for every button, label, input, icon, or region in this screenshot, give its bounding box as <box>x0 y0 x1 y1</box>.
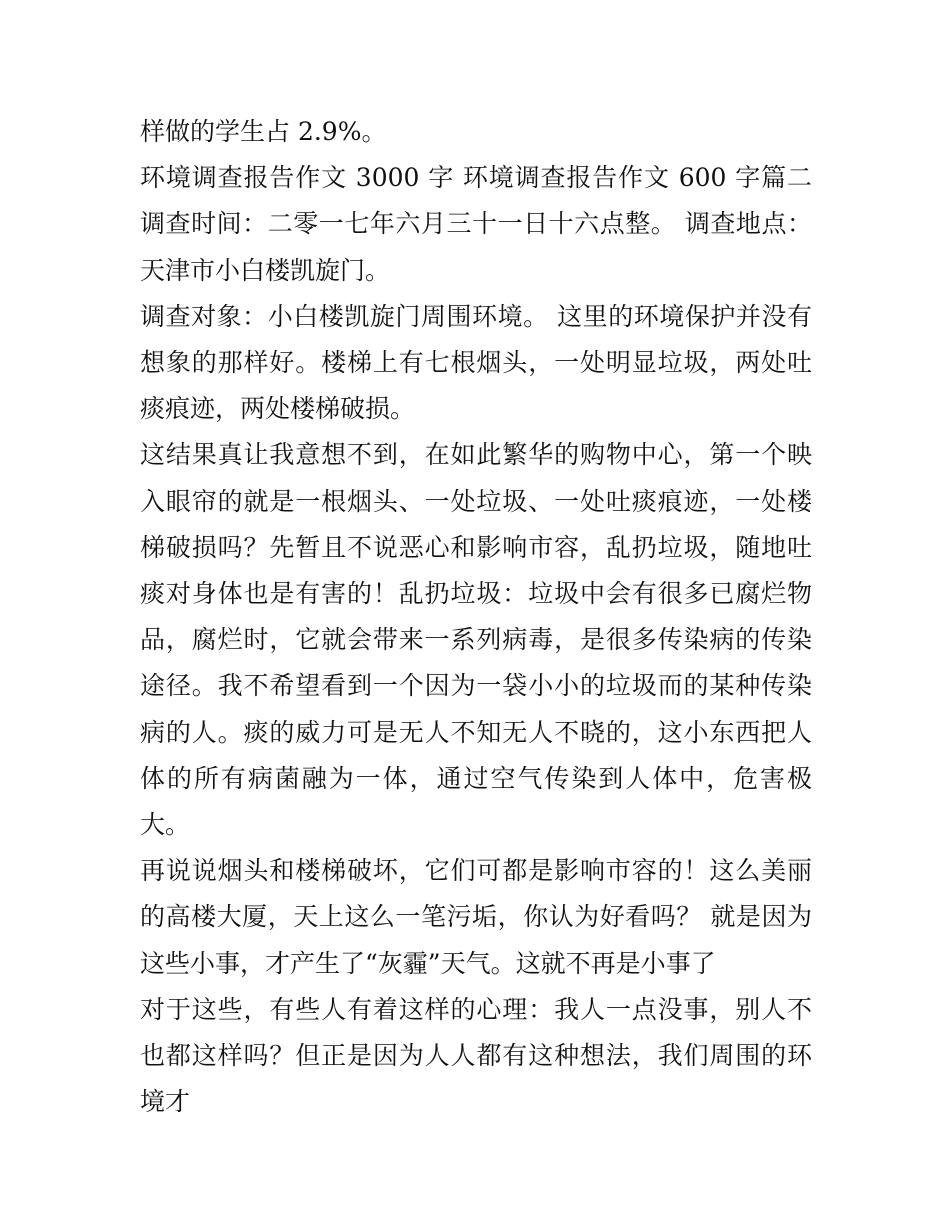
paragraph: 样做的学生占 2.9%。 <box>140 117 387 146</box>
paragraph: 环境调查报告作文 3000 字 环境调查报告作文 600 字篇二 调查时间：二零一七年六月三十一日十六点整。 调查地点：天津市小白楼凯旋门。 <box>140 163 812 285</box>
paragraph: 这结果真让我意想不到，在如此繁华的购物中心，第一个映入眼帘的就是一根烟头、一处垃圾、一处吐痰痕迹，一处楼梯破损吗？先暂且不说恶心和影响市容，乱扔垃圾，随地吐痰对身体也是有害的！乱扔垃圾：垃圾中会有很多已腐烂物品，腐烂时，它就会带来一系列病毒，是很多传染病的传染途径。我不希望看到一个因为一袋小小的垃圾而的某种传染病的人。痰的威力可是无人不知无人不晓的，这小东西把人体的所有病菌融为一体，通过空气传染到人体中，危害极大。 <box>140 440 812 840</box>
paragraph: 调查对象：小白楼凯旋门周围环境。 这里的环境保护并没有想象的那样好。楼梯上有七根烟头，一处明显垃圾，两处吐痰痕迹，两处楼梯破损。 <box>140 301 812 424</box>
paragraph: 对于这些，有些人有着这样的心理：我人一点没事，别人不也都这样吗？但正是因为人人都有这种想法，我们周围的环境才 <box>140 994 812 1117</box>
paragraph: 再说说烟头和楼梯破坏，它们可都是影响市容的！这么美丽的高楼大厦，天上这么一笔污垢，你认为好看吗？ 就是因为这些小事，才产生了“灰霾”天气。这就不再是小事了 <box>140 856 812 978</box>
document-body <box>140 109 812 1125</box>
